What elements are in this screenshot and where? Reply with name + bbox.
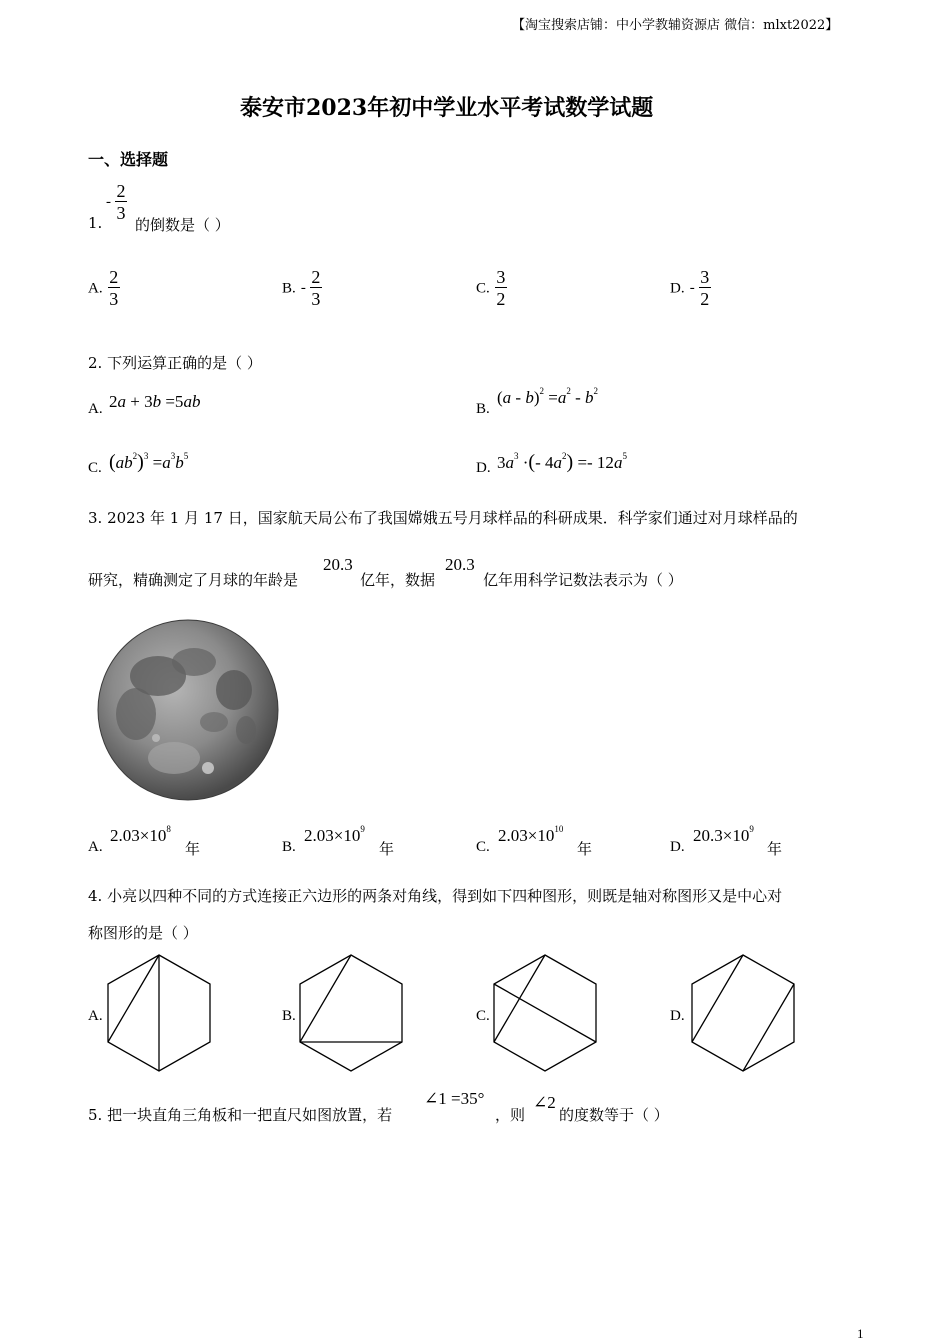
var: a: [553, 453, 563, 472]
op: -: [511, 388, 526, 407]
var: a: [557, 388, 567, 407]
q1-option-c: [476, 268, 507, 308]
q2-text: 2. 下列运算正确的是（ ）: [88, 354, 262, 372]
num: 3: [497, 453, 506, 472]
q1-frac-num: 2: [116, 181, 126, 201]
exponent: 5: [183, 451, 189, 461]
q2-option-c-expr: [109, 451, 188, 474]
op: =: [148, 453, 163, 472]
q4-label-c: C.: [476, 1008, 490, 1024]
q2-option-d-expr: [497, 451, 627, 474]
exponent: 2: [539, 386, 545, 396]
paren: ): [533, 388, 540, 407]
var: b: [585, 388, 594, 407]
exponent: 3: [170, 451, 176, 461]
q3-option-d-unit: 年: [767, 840, 783, 858]
frac-num: 2: [311, 267, 321, 287]
var: a: [162, 453, 171, 472]
q4-hexagon-b: [296, 952, 406, 1074]
exponent: 3: [143, 451, 149, 461]
q3-option-b-value: [304, 826, 365, 846]
q5-text-part3: 的度数等于（ ）: [559, 1106, 669, 1124]
q3-option-a-value: [110, 826, 171, 846]
frac-num: 3: [496, 267, 506, 287]
q3-label-b: B.: [282, 839, 296, 855]
var: a: [115, 453, 125, 472]
q3-option-b-unit: 年: [379, 840, 395, 858]
exponent: 3: [514, 451, 519, 461]
q1-a-frac: [108, 268, 120, 308]
op: =- 12: [573, 453, 614, 472]
q3-value-2: 20.3: [445, 555, 475, 574]
q4-hexagon-c: [490, 952, 600, 1074]
var: a: [505, 453, 514, 472]
q3-option-c-value: [498, 826, 563, 846]
exponent: 2: [562, 451, 567, 461]
q1-fraction: [106, 182, 127, 222]
frac-den: 2: [496, 289, 506, 309]
exponent: 10: [554, 824, 564, 834]
page-title: 泰安市2023年初中学业水平考试数学试题: [240, 95, 654, 121]
var: a: [117, 392, 126, 411]
q5-angle-1: ∠1 =35°: [424, 1089, 485, 1108]
frac-num: 2: [109, 267, 119, 287]
option-label: D.: [670, 280, 685, 297]
var: ab: [183, 392, 201, 411]
mantissa: 2.03×10: [110, 826, 167, 845]
q3-label-a: A.: [88, 839, 103, 855]
option-label: A.: [88, 280, 103, 297]
q4-label-d: D.: [670, 1008, 685, 1024]
q1-option-b: [282, 268, 322, 308]
q3-line1: 3. 2023 年 1 月 17 日，国家航天局公布了我国嫦娥五号月球样品的科研成果．科学家们通过对月球样品的: [88, 509, 798, 527]
q1-option-a: [88, 268, 120, 308]
exponent: 2: [593, 386, 599, 396]
exponent: 9: [749, 824, 754, 834]
q1-option-d: [670, 268, 711, 308]
var: b: [152, 392, 162, 411]
q5-text-part2: ，则: [495, 1106, 526, 1124]
frac-den: 3: [311, 289, 321, 309]
q3-line2-part2: 亿年，数据: [360, 571, 436, 589]
q1-b-frac: [310, 268, 322, 308]
section-heading: 一、选择题: [88, 150, 169, 169]
q3-option-a-unit: 年: [185, 840, 201, 858]
q1-frac: [115, 182, 127, 222]
page-header: 【淘宝搜索店铺：中小学教辅资源店 微信：mlxt2022】: [512, 18, 839, 33]
mantissa: 2.03×10: [498, 826, 555, 845]
num: - 4: [535, 453, 554, 472]
var: a: [613, 453, 623, 472]
exponent: 9: [360, 824, 365, 834]
q3-option-d-value: [693, 826, 754, 846]
exponent: 2: [566, 386, 571, 396]
q1-c-frac: [495, 268, 507, 308]
q1-number: 1.: [88, 214, 103, 232]
paren: ): [566, 451, 574, 473]
op: -: [570, 388, 586, 407]
frac-den: 3: [109, 289, 119, 309]
paren: (: [528, 451, 536, 473]
minus-sign: -: [689, 279, 695, 296]
q1-d-frac: [699, 268, 711, 308]
op: + 3: [126, 392, 153, 411]
q5-angle-2: ∠2: [533, 1093, 556, 1112]
q3-label-d: D.: [670, 839, 685, 855]
q2-label-b: B.: [476, 401, 490, 417]
q4-line2: 称图形的是（ ）: [88, 924, 198, 942]
mantissa: 2.03×10: [304, 826, 361, 845]
q3-line2-part1: 研究，精确测定了月球的年龄是: [88, 571, 299, 589]
var: b: [175, 453, 184, 472]
var: b: [124, 453, 133, 472]
q3-value-1: 20.3: [323, 555, 353, 574]
moon-image: [96, 618, 280, 802]
q3-line2-part3: 亿年用科学记数法表示为（ ）: [483, 571, 683, 589]
op: ·: [518, 453, 529, 472]
q3-label-c: C.: [476, 839, 490, 855]
frac-num: 3: [700, 267, 710, 287]
q2-label-d: D.: [476, 460, 491, 476]
q2-label-a: A.: [88, 401, 103, 417]
op: =5: [161, 392, 184, 411]
minus-sign: -: [300, 279, 306, 296]
q4-hexagon-a: [104, 952, 214, 1074]
q2-option-b-expr: [497, 388, 598, 408]
paren: ): [137, 451, 144, 473]
q5-text-part1: 5. 把一块直角三角板和一把直尺如图放置，若: [88, 1106, 393, 1124]
q4-label-a: A.: [88, 1008, 103, 1024]
op: =: [544, 388, 558, 407]
frac-den: 2: [700, 289, 710, 309]
paren: (: [497, 388, 503, 407]
q4-line1: 4. 小亮以四种不同的方式连接正六边形的两条对角线，得到如下四种图形，则既是轴对称图形又是中心对: [88, 887, 783, 905]
paren: (: [109, 451, 116, 473]
q2-option-a-expr: [109, 392, 200, 412]
var: b: [525, 388, 534, 407]
q2-label-c: C.: [88, 460, 102, 476]
exponent: 8: [166, 824, 171, 834]
q3-option-c-unit: 年: [577, 840, 593, 858]
q1-frac-den: 3: [116, 203, 126, 223]
var: a: [502, 388, 512, 407]
q4-hexagon-d: [688, 952, 798, 1074]
num: 2: [109, 392, 118, 411]
option-label: C.: [476, 280, 490, 297]
mantissa: 20.3×10: [693, 826, 750, 845]
q4-label-b: B.: [282, 1008, 296, 1024]
exponent: 2: [132, 451, 138, 461]
page-number: 1: [857, 1326, 864, 1341]
option-label: B.: [282, 280, 296, 297]
q1-text: 的倒数是（ ）: [135, 216, 230, 234]
q1-minus-sign: -: [106, 193, 111, 210]
exponent: 5: [622, 451, 627, 461]
